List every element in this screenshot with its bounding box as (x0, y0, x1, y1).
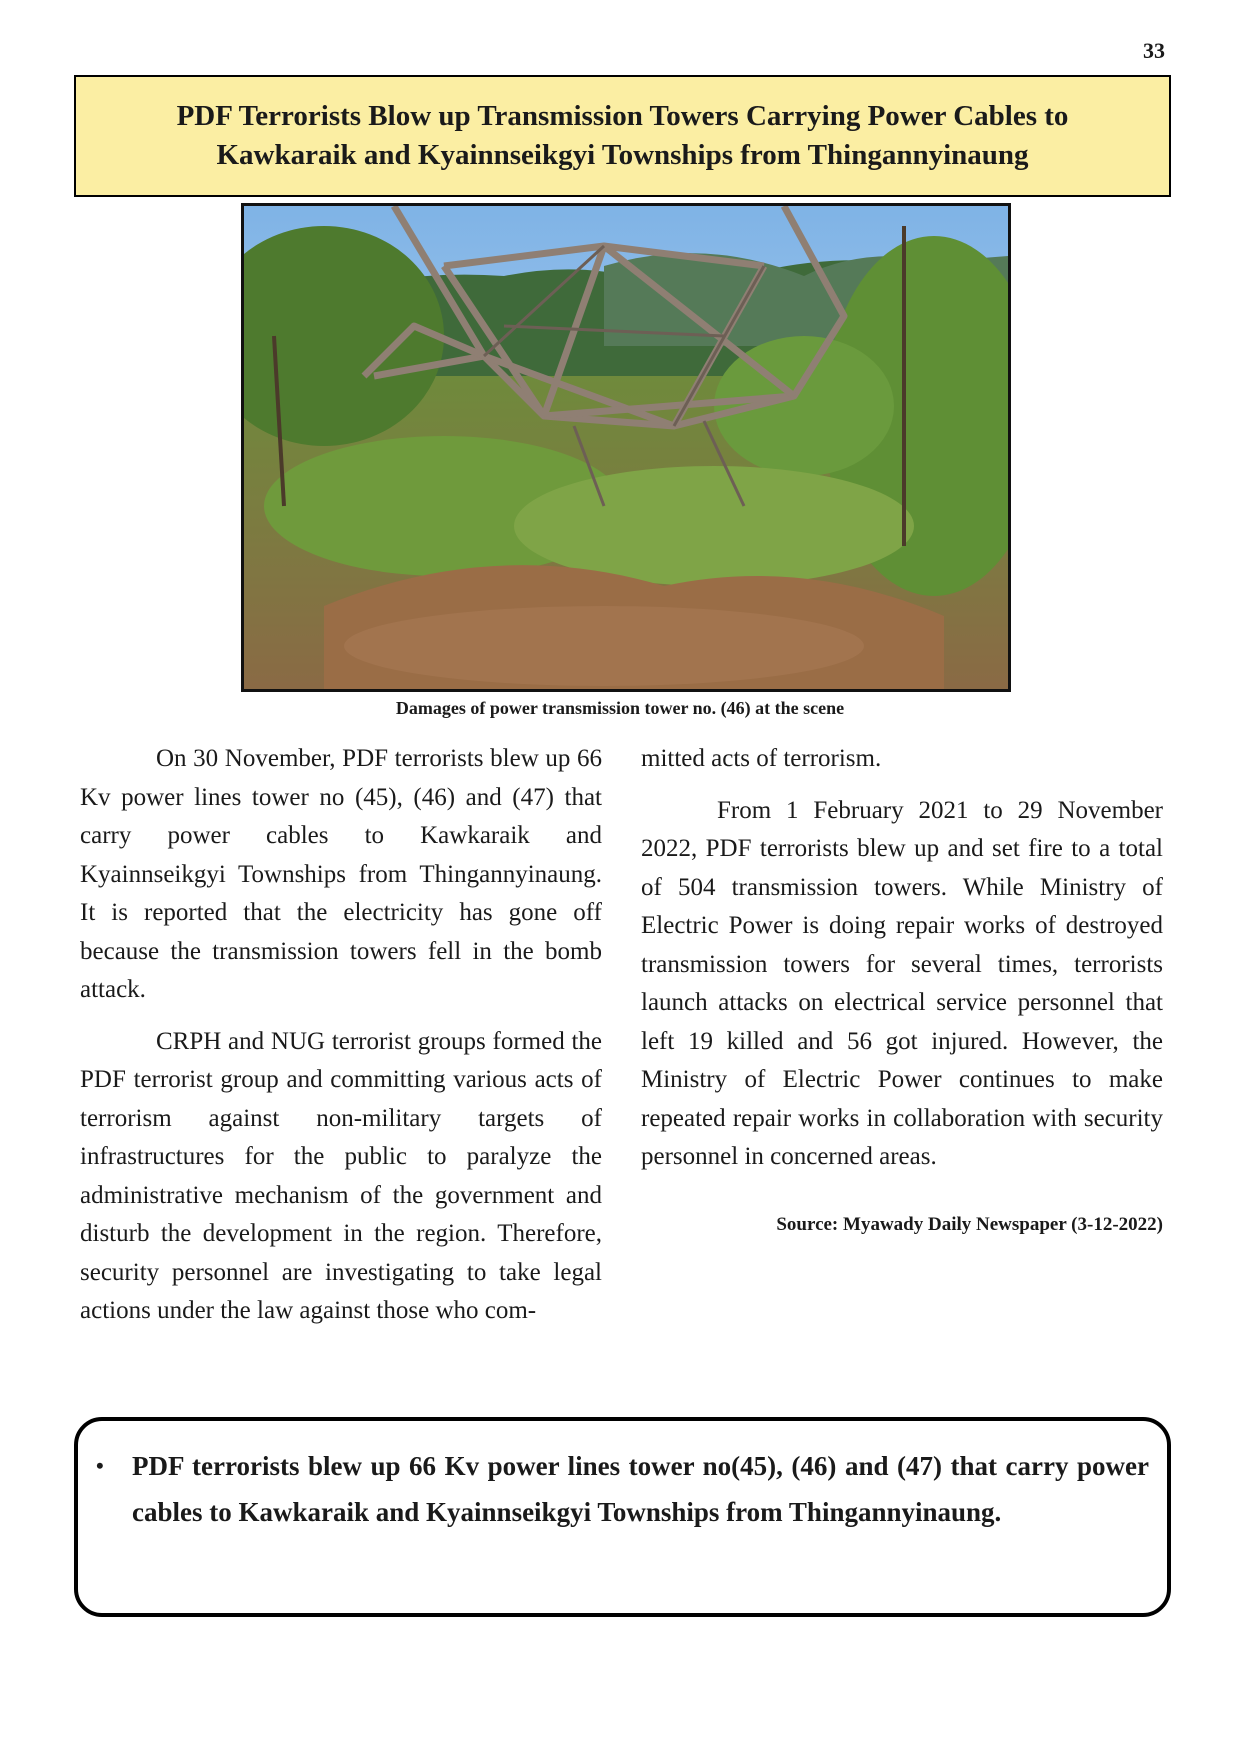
article-paragraph-3: From 1 February 2021 to 29 November 2022, PDF terrorists blew up and set fire to a total of 504 transmission towers. While Ministry of Electric Power is doing repair works of destroyed transmission towers for several times, terrorists launch attacks on electrical service personnel that left 19 killed and 56 got injured. However, the Ministry of Electric Power continues to make repeated repair works in collaboration with security personnel in concerned areas. (641, 796, 1163, 1170)
headline-line-1: PDF Terrorists Blow up Transmission Towers Carrying Power Cables to (176, 100, 1069, 132)
summary-item (96, 1443, 1149, 1535)
source-citation: Source: Myawady Daily Newspaper (3-12-2022) (776, 1213, 1163, 1235)
headline-box (74, 75, 1171, 197)
page-number: 33 (1143, 38, 1165, 63)
summary-box (74, 1417, 1171, 1617)
summary-text: PDF terrorists blew up 66 Kv power lines tower no(45), (46) and (47) that carry power cables to Kawkaraik and Kyainnseikgyi Townships from Thingannyinaung. (132, 1451, 1149, 1527)
article-paragraph-1: On 30 November, PDF terrorists blew up 66 Kv power lines tower no (45), (46) and (47) that carry power cables to Kawkaraik and Kyainnseikgyi Townships from Thingannyinaung. It is reported that the electricity has gone off because the transmission towers fell in the bomb attack. (80, 745, 602, 1003)
article-paragraph-2: CRPH and NUG terrorist groups formed the PDF terrorist group and committing various acts of terrorism against non-military targets of infrastructures for the public to paralyze the administrative mechanism of the government and disturb the development in the region. Therefore, security personnel are investigating to take legal actions under the law against those who com- (80, 1027, 602, 1324)
article-column-left (80, 740, 602, 1331)
article-paragraph-2-continued: mitted acts of terrorism. (641, 745, 882, 772)
summary-list (96, 1443, 1149, 1535)
headline (137, 97, 1109, 175)
headline-line-2: Kawkaraik and Kyainnseikgyi Townships from Thingannyinaung (216, 139, 1029, 171)
photo-caption: Damages of power transmission tower no. (46) at the scene (395, 698, 845, 718)
damaged-tower-photo (241, 203, 1011, 692)
bullet-icon: • (96, 1453, 104, 1478)
article-column-right (641, 740, 1163, 1237)
